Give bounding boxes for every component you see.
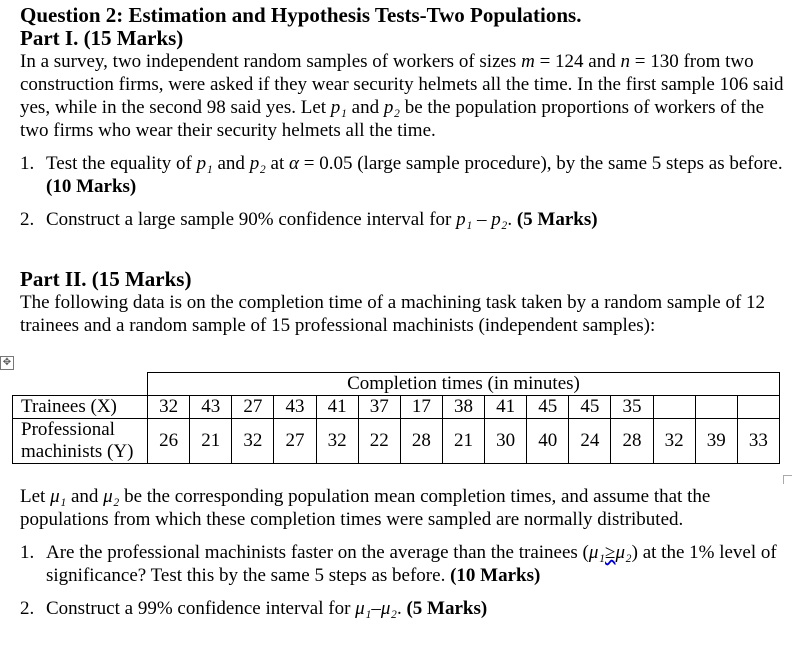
table-cell: 38 bbox=[442, 396, 484, 419]
table-cell bbox=[737, 396, 779, 419]
part1-title: Part I. (15 Marks) bbox=[20, 26, 184, 50]
table-cell: 33 bbox=[737, 419, 779, 464]
part2-after-table bbox=[20, 485, 790, 620]
table-cell: 21 bbox=[190, 419, 232, 464]
table-cell: 26 bbox=[148, 419, 190, 464]
table-cell: 22 bbox=[358, 419, 400, 464]
part1-paragraph: In a survey, two independent random samples of workers of sizes m = 124 and n = 130 from two construction firms, were asked if they wear security helmets all the time. In the first sample 106 said yes, while in the second 98 said yes. Let p₁ and p₂ be the population proportions of workers of the two firms who wear their security helmets all the time. bbox=[20, 51, 784, 141]
table-cell bbox=[695, 396, 737, 419]
table-cell: 28 bbox=[611, 419, 653, 464]
table-move-handle-icon[interactable]: ✥ bbox=[0, 356, 14, 370]
table-cell: 43 bbox=[274, 396, 316, 419]
part2-assumption-paragraph: Let μ₁ and μ₂ be the corresponding population mean completion times, and assume that the populations from which these completion times were sampled are normally distributed. bbox=[20, 486, 711, 530]
table-cell: 32 bbox=[232, 419, 274, 464]
table-header: Completion times (in minutes) bbox=[148, 373, 780, 396]
question-title: Question 2: Estimation and Hypothesis Tests-Two Populations. bbox=[20, 3, 582, 27]
table-cell: 17 bbox=[400, 396, 442, 419]
table-cell bbox=[653, 396, 695, 419]
part2-question-2: 2. Construct a 99% confidence interval for μ₁–μ₂. (5 Marks) bbox=[20, 598, 488, 619]
spellcheck-underline: ≥ bbox=[605, 542, 616, 563]
table-cell: 35 bbox=[611, 396, 653, 419]
table-cell: 32 bbox=[148, 396, 190, 419]
row-label-machinists: Professional machinists (Y) bbox=[13, 419, 148, 464]
table-cell: 45 bbox=[569, 396, 611, 419]
completion-times-table bbox=[12, 372, 780, 464]
table-cell: 21 bbox=[442, 419, 484, 464]
part2-title: Part II. (15 Marks) bbox=[20, 267, 192, 291]
part1-question-2: 2. Construct a large sample 90% confidence interval for p₁ – p₂. (5 Marks) bbox=[20, 209, 598, 230]
part2-question-1: 1. Are the professional machinists faster on the average than the trainees (μ₁≥μ₂) at the 1% level of significance? Test this by the same 5 steps as before. (10 Marks) bbox=[20, 542, 777, 586]
table-cell: 30 bbox=[485, 419, 527, 464]
table-cell: 32 bbox=[316, 419, 358, 464]
table-cell: 41 bbox=[316, 396, 358, 419]
table-resize-handle[interactable] bbox=[783, 475, 792, 484]
table-corner-cell bbox=[13, 373, 148, 396]
question-page bbox=[20, 4, 790, 337]
table-cell: 41 bbox=[485, 396, 527, 419]
table-cell: 43 bbox=[190, 396, 232, 419]
table-cell: 28 bbox=[400, 419, 442, 464]
table-cell: 40 bbox=[527, 419, 569, 464]
table-cell: 39 bbox=[695, 419, 737, 464]
part1-question-1: 1. Test the equality of p₁ and p₂ at α = 0.05 (large sample procedure), by the same 5 steps as before. (10 Marks) bbox=[20, 153, 783, 197]
table-cell: 27 bbox=[274, 419, 316, 464]
table-row-trainees bbox=[13, 396, 780, 419]
table-cell: 27 bbox=[232, 396, 274, 419]
table-cell: 45 bbox=[527, 396, 569, 419]
part2-intro: The following data is on the completion time of a machining task taken by a random sample of 12 trainees and a random sample of 15 professional machinists (independent samples): bbox=[20, 292, 766, 336]
table-cell: 24 bbox=[569, 419, 611, 464]
table-cell: 37 bbox=[358, 396, 400, 419]
row-label-trainees: Trainees (X) bbox=[13, 396, 148, 419]
table-cell: 32 bbox=[653, 419, 695, 464]
table-row-machinists bbox=[13, 419, 780, 464]
